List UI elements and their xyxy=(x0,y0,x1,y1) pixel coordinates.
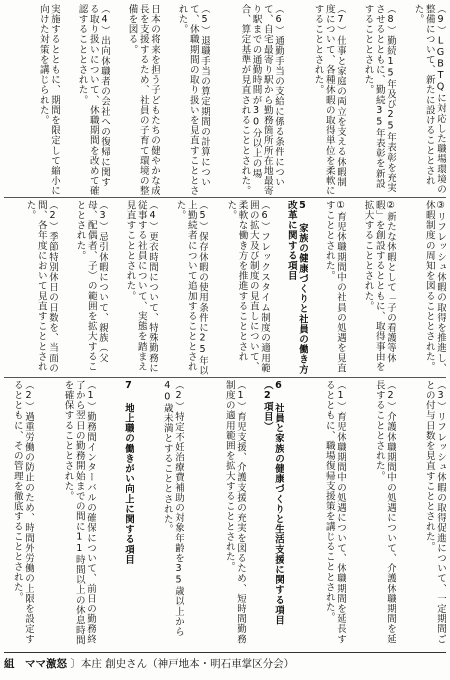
text-column: （9）LGBTQに対応した職場環境の整備について、新たに設けることとされた。 xyxy=(412,4,446,195)
text-column: （2）特定不妊治療費補助の対象年齢を35歳以上から40歳未満とすることとされた。 xyxy=(161,380,184,637)
text-column: （2）季節特別休日の日数を、当面の間、各年度において見直すこととされた。 xyxy=(24,200,58,374)
article-band-bottom xyxy=(4,380,446,646)
article-band-middle xyxy=(4,200,446,376)
divider xyxy=(4,377,446,378)
article-band-top xyxy=(4,4,446,196)
text-column: （4）出向休職者の会社への復帰に関する取り扱いについて、休職期間を改めて確認することとされた。 xyxy=(76,4,110,196)
caption-credit: 〕本庄 創史さん（神戸地本・明石車掌区分会） xyxy=(70,658,295,670)
text-column: （1）育児支援、介護支援の充実を図るため、短時間勤務制度の適用範囲を拡大することとされた。 xyxy=(223,380,246,644)
text-column: （4）更衣時間について、特殊勤務に従事する社員について、実態を踏まえ見直すこととされた。 xyxy=(124,200,158,374)
photo-caption xyxy=(4,652,446,677)
text-column: （6）通勤手当の支給に係る条件について、自宅最寄り駅から勤務箇所所在地最寄り駅までの通勤時間が30分以上の場合、算定基準が見直されることとされた。 xyxy=(239,4,284,196)
section-heading: 7 地上職の働きがい向上に関する項目 xyxy=(123,380,134,565)
text-column: （1）育児休職期間中の処遇について、休職期間を延長するとともに、職場復帰支援策を講じることとされた。 xyxy=(323,380,346,644)
section-heading: 6 社員と家族の健康づくりと生活支援に関する項目（2項目） xyxy=(261,380,284,626)
text-column: （3）リフレッシュ休暇の取得促進について、一定期間ごとの付与日数を見直すこととされた。 xyxy=(423,380,446,644)
text-column: ③リフレッシュ休暇の取得を推進し、休暇制度の周知を図ることとされた。 xyxy=(423,200,446,374)
text-column: 実施するとともに、期間を限定して縮小に向けた対策を講じられた。 xyxy=(37,4,60,196)
section-heading: 5 家族の健康づくりと社員の働き方改革に関する項目 xyxy=(285,200,308,375)
text-column: ①育児休職期間中の社員の処遇を見直すこととされた。 xyxy=(323,200,346,374)
text-column: （8）勤続15年及び25年表彰を充実させるとともに、勤続35年表彰を新設することとされた。 xyxy=(362,4,396,193)
text-column: （2）過重労働の防止のため、時間外労働の上限を設定するとともに、その管理を徹底することとされた。 xyxy=(11,380,34,644)
text-column: （5）退職手当の算定期間の計算について、休職期間の取り扱いを見直すこととされた。 xyxy=(176,4,210,196)
text-column: （1）勤務間インターバルの確保について、前日の勤務終了から翌日の勤務開始までの間に11時間以上の休息時間を確保することとされた。 xyxy=(62,380,96,646)
text-column: ②新たな休暇として「子の看護等休暇」を創設するとともに、取得事由を拡大することとされた。 xyxy=(362,200,396,372)
divider xyxy=(4,197,446,198)
text-column: （6）フレックスタイム制度の適用範囲の拡大及び制度の見直しについて、柔軟な働き方を推進することとされた。 xyxy=(225,200,270,374)
text-column: （7）仕事と家庭の両立を支える休暇制度について、各種休暇の取得単位を柔軟にすることとされた。 xyxy=(312,4,346,196)
text-column: （5）保存休暇の使用条件に25年以上勤続者について追加することとされた。 xyxy=(174,200,208,376)
text-column: 日本の将来を担う子どもたちの健やかな成長を支援するため、社員の子育て環境の整備を図る。 xyxy=(126,4,160,196)
text-column: （3）忌引休暇について、親族（父母、配偶者、子）の範囲を拡大することとされた。 xyxy=(74,200,108,372)
caption-title: 組 ママ激怒 xyxy=(4,658,67,670)
text-column: （2）介護休職期間中の処遇について、介護休職期間を延長することとされた。 xyxy=(373,380,396,644)
